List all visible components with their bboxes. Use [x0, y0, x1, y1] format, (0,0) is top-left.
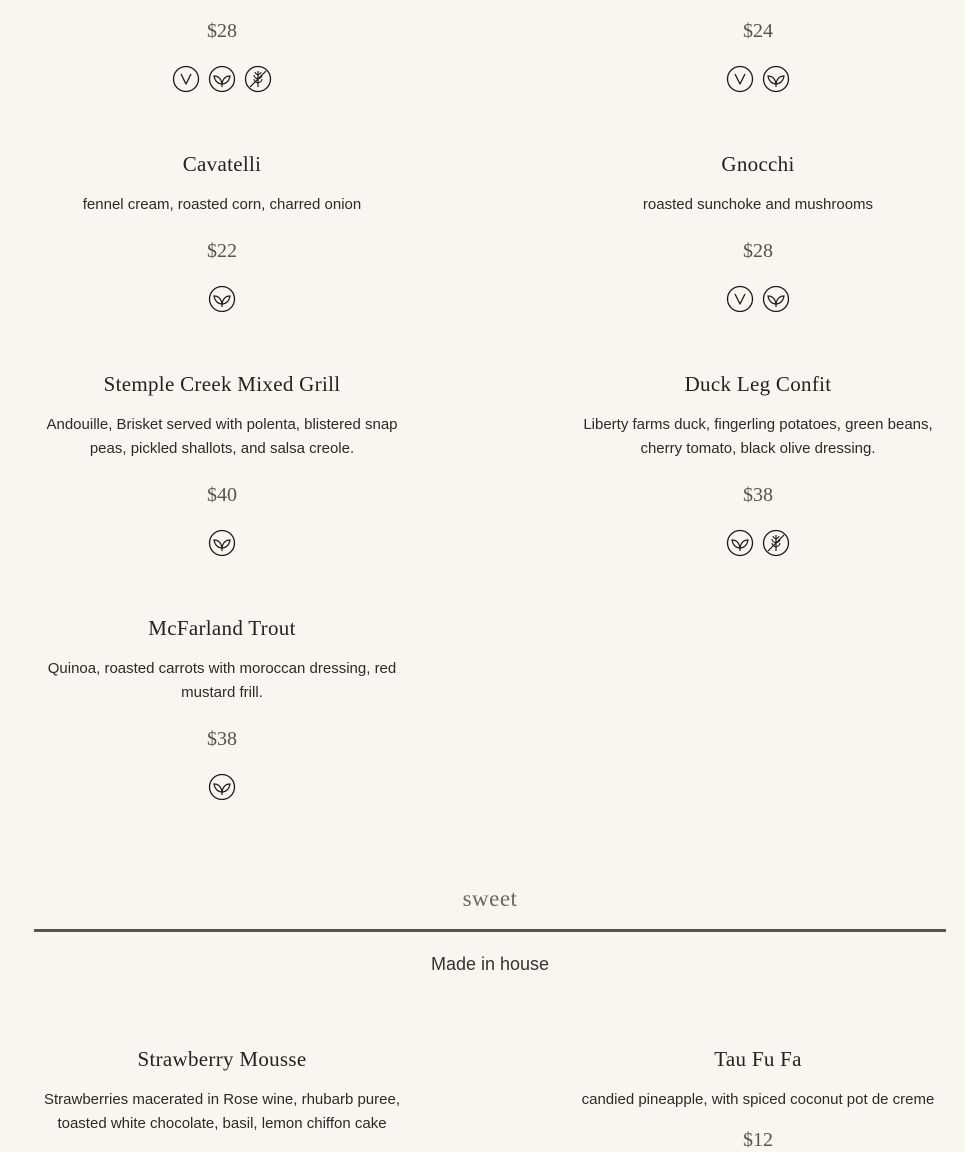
dish-description: fennel cream, roasted corn, charred onion [82, 196, 362, 213]
dish-title: Duck Leg Confit [684, 372, 832, 396]
section-divider [34, 929, 946, 932]
dish-description: Strawberries macerated in Rose wine, rhubarb puree, toasted white chocolate, basil, lemon chiffon cake [43, 1091, 400, 1132]
vegetarian-leaf-icon [726, 529, 754, 557]
dish-price: $22 [207, 240, 237, 262]
dietary-icons [558, 529, 958, 559]
dish-price: $38 [207, 728, 237, 750]
dish-price: $28 [207, 20, 237, 42]
vegetarian-leaf-icon [208, 773, 236, 801]
vegan-icon [172, 65, 200, 93]
gluten-free-icon [762, 529, 790, 557]
dish-title: Strawberry Mousse [137, 1047, 307, 1071]
dish-price: $40 [207, 484, 237, 506]
dish-price: $28 [743, 240, 773, 262]
dietary-icons [22, 529, 422, 559]
dietary-icons [558, 285, 958, 315]
section-heading: sweet [462, 886, 518, 911]
vegetarian-leaf-icon [762, 285, 790, 313]
dish-description: Andouille, Brisket served with polenta, blistered snap peas, pickled shallots, and salsa creole. [46, 416, 398, 457]
dish-title: McFarland Trout [148, 616, 296, 640]
vegetarian-leaf-icon [762, 65, 790, 93]
dietary-icons [558, 65, 958, 95]
dish-description: Liberty farms duck, fingerling potatoes, green beans, cherry tomato, black olive dressing. [583, 416, 933, 457]
dish-title: Tau Fu Fa [714, 1047, 802, 1071]
vegan-icon [726, 285, 754, 313]
dish-title: Stemple Creek Mixed Grill [103, 372, 341, 396]
dish-description: Quinoa, roasted carrots with moroccan dressing, red mustard frill. [47, 660, 397, 701]
dietary-icons [22, 285, 422, 315]
dish-description: roasted sunchoke and mushrooms [642, 196, 874, 213]
dish-price: $12 [743, 1129, 773, 1151]
vegetarian-leaf-icon [208, 285, 236, 313]
dish-description: candied pineapple, with spiced coconut pot de creme [581, 1091, 935, 1108]
gluten-free-icon [244, 65, 272, 93]
vegetarian-leaf-icon [208, 65, 236, 93]
dietary-icons [22, 773, 422, 803]
dietary-icons [22, 65, 422, 95]
vegan-icon [726, 65, 754, 93]
dish-title: Cavatelli [182, 152, 262, 176]
vegetarian-leaf-icon [208, 529, 236, 557]
dish-price: $24 [743, 20, 773, 42]
section-note: Made in house [430, 954, 550, 974]
dish-price: $38 [743, 484, 773, 506]
dish-title: Gnocchi [721, 152, 795, 176]
